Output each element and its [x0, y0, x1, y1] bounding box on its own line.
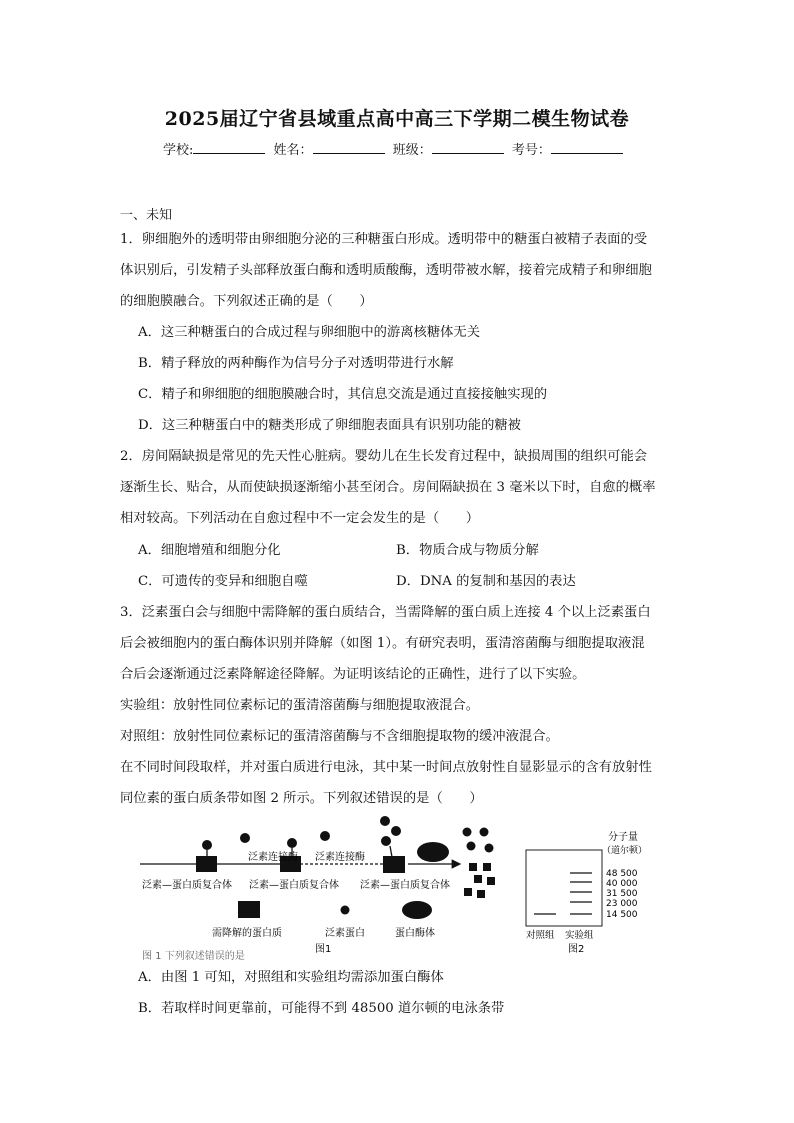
figure-1-diagram	[140, 812, 510, 960]
complex-label-2: 泛素—蛋白质复合体	[249, 880, 339, 891]
mw-label-5: 14 500	[606, 910, 638, 920]
q2-line2: 逐渐生长、贴合，从而使缺损逐渐缩小甚至闭合。房间隔缺损在 3 毫米以下时，自愈的概率	[120, 480, 656, 495]
q3-line4: 在不同时间段取样，并对蛋白质进行电泳，其中某一时间点放射性自显影显示的含有放射性	[120, 760, 652, 775]
school-label: 学校:	[163, 143, 194, 158]
mw-title: 分子量	[608, 832, 638, 843]
q2-option-b[interactable]: B．物质合成与物质分解	[396, 543, 539, 558]
q1-option-a[interactable]: A．这三种糖蛋白的合成过程与卵细胞中的游离核糖体无关	[138, 325, 481, 340]
proteasome-ellipse	[417, 842, 449, 862]
q3-line5: 同位素的蛋白质条带如图 2 所示。下列叙述错误的是（ ）	[120, 791, 483, 806]
class-label: 班级：	[392, 143, 432, 158]
legend-protein-label: 需降解的蛋白质	[212, 928, 282, 939]
mw-label-4: 23 000	[606, 899, 638, 909]
q3-line3: 合后会逐渐通过泛素降解途径降解。为证明该结论的正确性，进行了以下实验。	[120, 667, 586, 682]
experiment-lane-label: 实验组	[565, 930, 594, 941]
ubiquitin-dot	[202, 840, 212, 850]
q1-line1: 1．卵细胞外的透明带由卵细胞分泌的三种糖蛋白形成。透明带中的糖蛋白被精子表面的受	[120, 232, 648, 247]
school-blank[interactable]	[193, 141, 265, 154]
q3-line1: 3．泛素蛋白会与细胞中需降解的蛋白质结合，当需降解的蛋白质上连接 4 个以上泛素蛋白	[120, 605, 651, 620]
section-heading: 一、未知	[120, 208, 173, 223]
q1-line2: 体识别后，引发精子头部释放蛋白酶和透明质酸酶，透明带被水解，接着完成精子和卵细胞	[120, 263, 652, 278]
id-blank[interactable]	[551, 141, 623, 154]
control-lane-label: 对照组	[526, 930, 555, 941]
complex-label-1: 泛素—蛋白质复合体	[142, 880, 232, 891]
q3-option-a[interactable]: A．由图 1 可知，对照组和实验组均需添加蛋白酶体	[138, 970, 444, 985]
mw-unit: （道尔顿）	[602, 846, 648, 856]
legend-ubiquitin-label: 泛素蛋白	[325, 928, 365, 939]
q3-option-b[interactable]: B．若取样时间更靠前，可能得不到 48500 道尔顿的电泳条带	[138, 1001, 505, 1016]
q1-option-b[interactable]: B．精子释放的两种酶作为信号分子对透明带进行水解	[138, 356, 454, 371]
q3-line2: 后会被细胞内的蛋白酶体识别并降解（如图 1）。有研究表明，蛋清溶菌酶与细胞提取液混	[120, 636, 645, 651]
q1-line3: 的细胞膜融合。下列叙述正确的是（ ）	[120, 294, 373, 309]
q2-line1: 2．房间隔缺损是常见的先天性心脏病。婴幼儿在生长发育过程中，缺损周围的组织可能会	[120, 449, 648, 464]
q2-option-c[interactable]: C．可遗传的变异和细胞自噬	[138, 574, 308, 589]
q2-option-d[interactable]: D．DNA 的复制和基因的表达	[396, 574, 576, 589]
mw-label-2: 40 000	[606, 879, 638, 889]
name-blank[interactable]	[313, 141, 385, 154]
q2-option-a[interactable]: A．细胞增殖和细胞分化	[138, 543, 281, 558]
enzyme-label-1: 泛素连接酶	[248, 852, 298, 863]
page-title: 2025届辽宁省县域重点高中高三下学期二模生物试卷	[164, 108, 630, 130]
q3-control-group: 对照组：放射性同位素标记的蛋清溶菌酶与不含细胞提取物的缓冲液混合。	[120, 729, 559, 744]
figure-2-caption: 图2	[568, 944, 585, 955]
q1-option-c[interactable]: C．精子和卵细胞的细胞膜融合时，其信息交流是通过直接接触实现的	[138, 387, 548, 402]
q1-option-d[interactable]: D．这三种糖蛋白中的糖类形成了卵细胞表面具有识别功能的糖被	[138, 418, 521, 433]
student-info-line	[163, 139, 627, 158]
q2-line3: 相对较高。下列活动在自愈过程中不一定会发生的是（ ）	[120, 511, 480, 526]
class-blank[interactable]	[432, 141, 504, 154]
mw-label-3: 31 500	[606, 889, 638, 899]
figure-2-gel	[520, 826, 680, 958]
enzyme-label-2: 泛素连接酶	[315, 852, 365, 863]
legend-proteasome-label: 蛋白酶体	[395, 928, 435, 939]
mw-label-1: 48 500	[606, 869, 638, 879]
name-label: 姓名：	[273, 143, 313, 158]
figure-1-caption: 图1	[315, 944, 332, 955]
complex-label-3: 泛素—蛋白质复合体	[360, 880, 450, 891]
id-label: 考号：	[511, 143, 551, 158]
cut-off-text: 图 1 下列叙述错误的是	[142, 951, 245, 960]
q3-experiment-group: 实验组：放射性同位素标记的蛋清溶菌酶与细胞提取液混合。	[120, 698, 480, 713]
